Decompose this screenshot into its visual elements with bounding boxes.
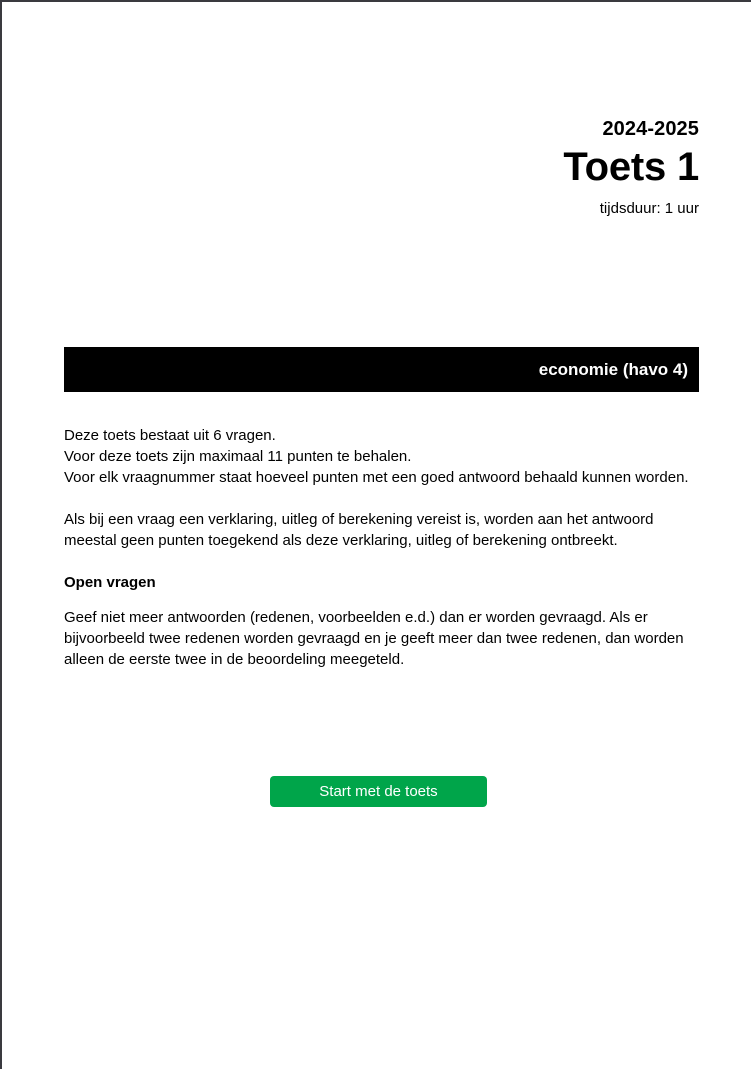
instructions-line-3: Voor elk vraagnummer staat hoeveel punten met een goed antwoord behaald kunnen worden. — [64, 469, 689, 486]
subject-banner-label: economie (havo 4) — [538, 359, 688, 379]
subject-banner — [64, 347, 699, 392]
instructions-line-1: Deze toets bestaat uit 6 vragen. — [64, 427, 276, 444]
instructions-body — [64, 425, 702, 670]
exam-year: 2024-2025 — [602, 118, 699, 140]
paragraph-spacer — [64, 488, 702, 509]
page-title: Toets 1 — [563, 145, 699, 189]
start-test-button[interactable]: Start met de toets — [270, 776, 487, 807]
start-button-container — [4, 776, 751, 807]
instructions-line-2: Voor deze toets zijn maximaal 11 punten te behalen. — [64, 448, 412, 465]
open-questions-heading: Open vragen — [64, 574, 156, 591]
paragraph-spacer — [64, 593, 702, 607]
paragraph-spacer — [64, 551, 702, 572]
exam-duration: tijdsduur: 1 uur — [599, 200, 699, 217]
exam-header — [64, 116, 699, 220]
open-questions-body: Geef niet meer antwoorden (redenen, voorbeelden e.d.) dan er worden gevraagd. Als er bijvoorbeeld twee redenen worden gevraagd en je geeft meer dan twee redenen, dan worden alleen de eerste twee in de beoordeling meegeteld. — [64, 609, 684, 668]
instructions-paragraph-2: Als bij een vraag een verklaring, uitleg of berekening vereist is, worden aan het antwoord meestal geen punten toegekend als deze verklaring, uitleg of berekening ontbreekt. — [64, 511, 654, 549]
